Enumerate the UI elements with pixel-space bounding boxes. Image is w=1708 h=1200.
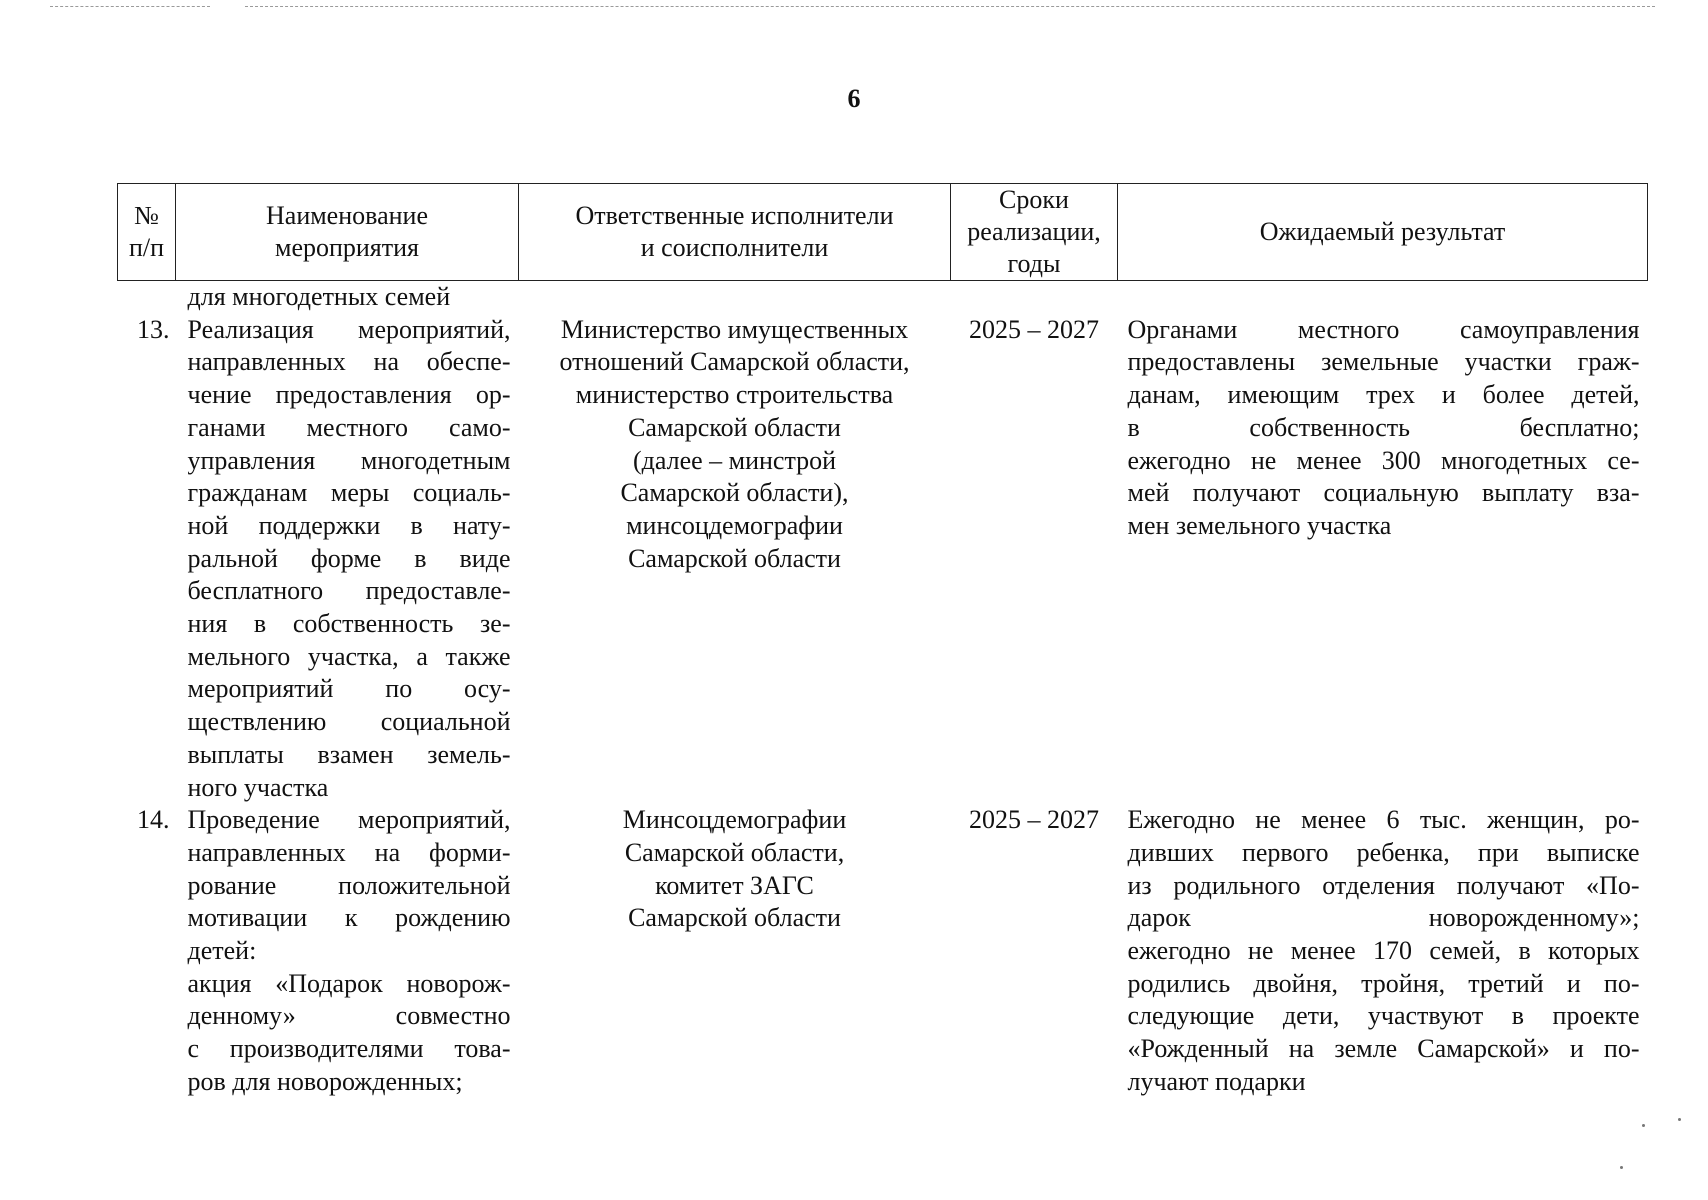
expected-result-line: в собственность бесплатно; bbox=[1127, 412, 1640, 442]
table-body bbox=[118, 281, 1648, 1099]
row-number: 13. bbox=[137, 314, 170, 344]
expected-result-line: лучают подарки bbox=[1127, 1066, 1306, 1096]
header-responsible-line: и соисполнители bbox=[640, 233, 829, 262]
responsible-executors-line: министерство строительства bbox=[575, 380, 894, 410]
scan-edge-line bbox=[50, 6, 210, 7]
responsible-executors-line: комитет ЗАГС bbox=[655, 870, 814, 900]
responsible-executors bbox=[519, 804, 951, 1098]
event-name-line: направленных на форми- bbox=[187, 837, 511, 867]
expected-result-line: Ежегодно не менее 6 тыс. женщин, ро- bbox=[1127, 805, 1640, 835]
header-term bbox=[951, 184, 1118, 281]
expected-result bbox=[1118, 804, 1648, 1098]
header-responsible bbox=[519, 184, 951, 281]
expected-result-line: ежегодно не менее 170 семей, в которых bbox=[1127, 936, 1640, 966]
expected-result-line: предоставлены земельные участки граж- bbox=[1127, 347, 1640, 377]
event-name-line: ганами местного само- bbox=[187, 412, 511, 442]
event-name bbox=[176, 314, 519, 805]
event-name-line: направленных на обеспе- bbox=[187, 347, 511, 377]
scan-speck bbox=[1642, 1124, 1645, 1127]
responsible-executors-line: Минсоцдемографии bbox=[622, 805, 847, 835]
header-num-line: № bbox=[134, 201, 159, 230]
event-name-line: ной поддержки в нату- bbox=[187, 510, 511, 540]
header-term-line: реализации, bbox=[967, 217, 1101, 246]
table-row bbox=[118, 314, 1648, 805]
header-term-line: Сроки bbox=[999, 185, 1069, 214]
event-name-line: Реализация мероприятий, bbox=[187, 314, 511, 344]
implementation-term: 2025 – 2027 bbox=[969, 805, 1099, 835]
header-result: Ожидаемый результат bbox=[1118, 184, 1648, 281]
expected-result-line: следующие дети, участвуют в проекте bbox=[1127, 1001, 1640, 1031]
expected-result-line: «Рожденный на земле Самарской» и по- bbox=[1127, 1034, 1640, 1064]
responsible-executors-line: Самарской области, bbox=[624, 837, 845, 867]
table-header bbox=[118, 184, 1648, 281]
event-name-line: ральной форме в виде bbox=[187, 543, 511, 573]
event-name-line: гражданам меры социаль- bbox=[187, 478, 511, 508]
event-name-line: ров для новорожденных; bbox=[187, 1066, 463, 1096]
implementation-term: 2025 – 2027 bbox=[969, 314, 1099, 344]
event-name bbox=[176, 804, 519, 1098]
event-name-line: детей: bbox=[187, 936, 257, 966]
expected-result-line: дивших первого ребенка, при выписке bbox=[1127, 837, 1640, 867]
expected-result-line: мен земельного участка bbox=[1127, 510, 1392, 540]
responsible-executors-line: Самарской области bbox=[628, 543, 841, 573]
event-name-line: акция «Подарок новорож- bbox=[187, 968, 511, 998]
event-name-line: мероприятий по осу- bbox=[187, 674, 511, 704]
responsible-executors-line: Министерство имущественных bbox=[560, 314, 909, 344]
expected-result-line: Органами местного самоуправления bbox=[1127, 314, 1640, 344]
header-name bbox=[176, 184, 519, 281]
expected-result-line: ежегодно не менее 300 многодетных се- bbox=[1127, 445, 1640, 475]
action-plan-table bbox=[117, 183, 1648, 1099]
expected-result-line: родились двойня, тройня, третий и по- bbox=[1127, 968, 1640, 998]
responsible-executors-line: минсоцдемографии bbox=[626, 510, 843, 540]
responsible-executors-line: Самарской области bbox=[628, 412, 841, 442]
responsible-executors-line: Самарской области), bbox=[620, 478, 849, 508]
event-name-line: чение предоставления ор- bbox=[187, 380, 511, 410]
event-name-line: ного участка bbox=[187, 772, 329, 802]
event-name-line: управления многодетным bbox=[187, 445, 511, 475]
header-name-line: мероприятия bbox=[274, 233, 419, 262]
event-name-line: бесплатного предоставле- bbox=[187, 576, 511, 606]
scan-edge-line bbox=[245, 6, 1655, 7]
responsible-executors bbox=[519, 314, 951, 805]
event-name-line: Проведение мероприятий, bbox=[187, 805, 511, 835]
scan-speck bbox=[1620, 1166, 1623, 1169]
header-responsible-line: Ответственные исполнители bbox=[575, 201, 894, 230]
event-name-line: ния в собственность зе- bbox=[187, 609, 511, 639]
header-num-line: п/п bbox=[128, 233, 165, 262]
row-number: 14. bbox=[137, 805, 170, 835]
responsible-executors-line: Самарской области bbox=[628, 903, 841, 933]
expected-result-line: из родильного отделения получают «По- bbox=[1127, 870, 1640, 900]
expected-result-line: дарок новорожденному»; bbox=[1127, 903, 1640, 933]
event-name-line: мельного участка, а также bbox=[187, 641, 511, 671]
header-num bbox=[118, 184, 176, 281]
responsible-executors-line: (далее – минстрой bbox=[632, 445, 837, 475]
event-name-line: рование положительной bbox=[187, 870, 511, 900]
event-name-line: с производителями това- bbox=[187, 1034, 511, 1064]
header-term-line: годы bbox=[1007, 249, 1061, 278]
event-name-line: денному» совместно bbox=[187, 1001, 511, 1031]
page-number: 6 bbox=[847, 84, 861, 113]
event-name-line: мотивации к рождению bbox=[187, 903, 511, 933]
continuation-text: для многодетных семей bbox=[187, 282, 451, 311]
event-name-line: ществлению социальной bbox=[187, 707, 511, 737]
table-row bbox=[118, 804, 1648, 1098]
expected-result bbox=[1118, 314, 1648, 805]
scan-speck bbox=[1678, 1118, 1681, 1121]
table-row-continuation bbox=[118, 281, 1648, 314]
header-name-line: Наименование bbox=[266, 201, 428, 230]
expected-result-line: мей получают социальную выплату вза- bbox=[1127, 478, 1640, 508]
responsible-executors-line: отношений Самарской области, bbox=[559, 347, 910, 377]
expected-result-line: данам, имеющим трех и более детей, bbox=[1127, 380, 1640, 410]
event-name-line: выплаты взамен земель- bbox=[187, 739, 511, 769]
